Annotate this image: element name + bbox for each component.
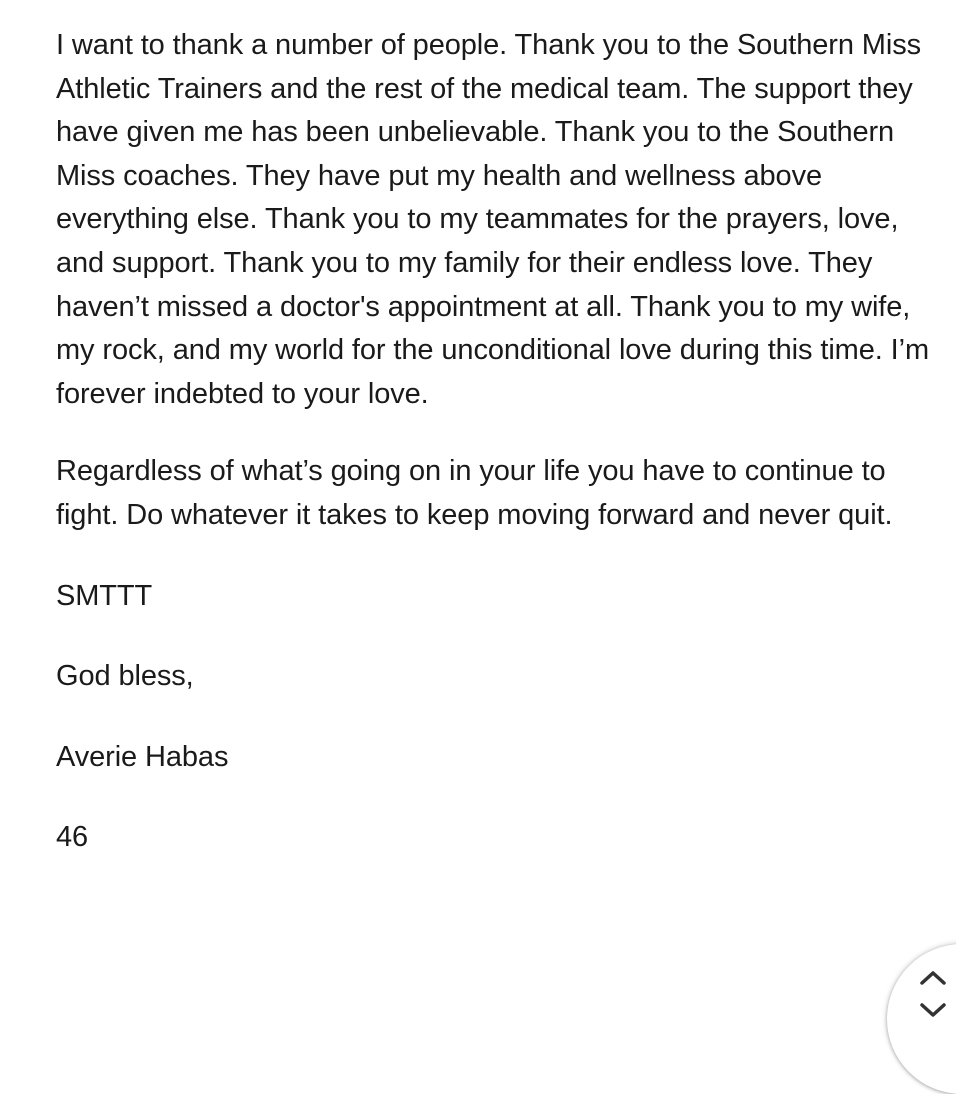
paragraph-encouragement: Regardless of what’s going on in your life you have to continue to fight. Do whatever it takes to keep moving forward and never quit. [56, 455, 893, 531]
signature-name: Averie Habas [56, 740, 229, 773]
closing-text: God bless, [56, 660, 194, 693]
jersey-number: 46 [56, 821, 89, 854]
page-navigation-button[interactable] [887, 944, 956, 1094]
chevron-down-icon[interactable] [919, 1002, 947, 1018]
chevron-up-icon[interactable] [919, 970, 947, 986]
paragraph-thanks: I want to thank a number of people. Thank you to the Southern Miss Athletic Trainers and the rest of the medical team. The support they have given me has been unbelievable. Thank you to the Southern Miss coaches. They have put my health and wellness above everything else. Thank you to my teammates for the prayers, love, and support. Thank you to my family for their endless love. They haven’t missed a doctor's appointment at all. Thank you to my wife, my rock, and my world for the unconditional love during this time. I’m forever indebted to your love. [56, 29, 930, 410]
letter-body [56, 24, 936, 860]
motto-text: SMTTT [56, 579, 153, 612]
